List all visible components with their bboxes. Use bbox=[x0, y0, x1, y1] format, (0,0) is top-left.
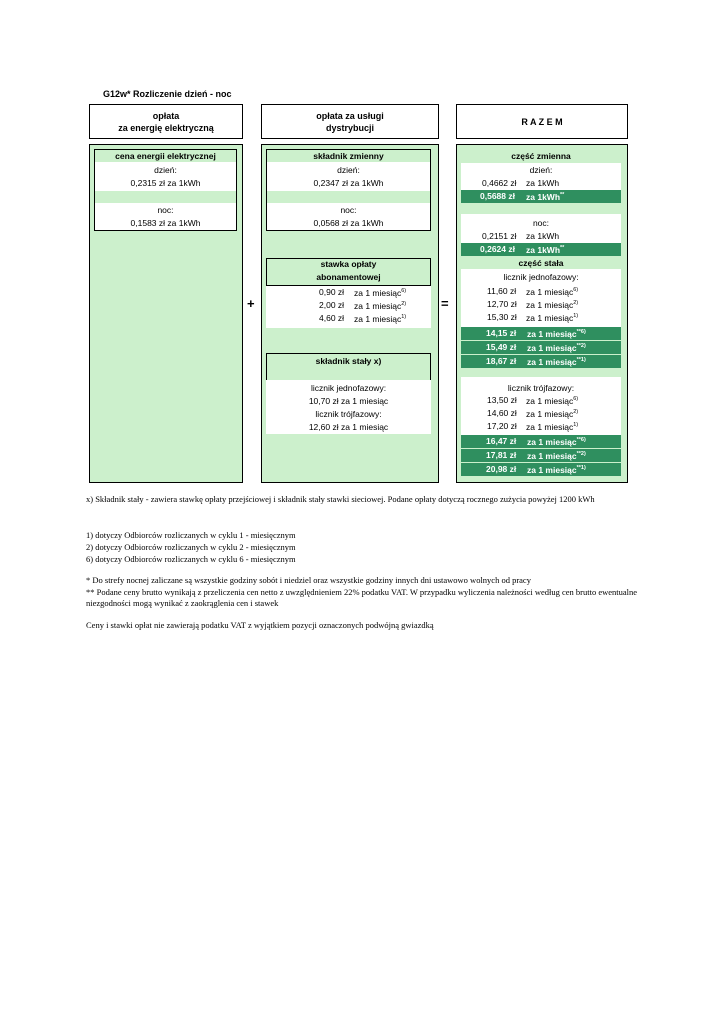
total-three-gross-row bbox=[461, 435, 621, 448]
subscription-unit: za 1 miesiąc$^{6)}$ bbox=[354, 288, 407, 298]
total-three-phase-label: licznik trójfazowy: bbox=[507, 383, 575, 393]
total-three-unit: za 1 miesiąc$^{6)}$ bbox=[526, 396, 579, 406]
header-energy-line1: opłata bbox=[152, 110, 180, 121]
subscription-unit: za 1 miesiąc$^{1)}$ bbox=[354, 314, 407, 324]
subscription-amount: 2,00 zł bbox=[319, 300, 345, 310]
subscription-label-2: abonamentowej bbox=[316, 272, 381, 282]
header-distribution bbox=[261, 104, 439, 139]
page-title: G12w* Rozliczenie dzień - noc bbox=[103, 89, 232, 99]
header-distribution-line2: dystrybucji bbox=[325, 122, 374, 133]
footnote-vat: Ceny i stawki opłat nie zawierają podatku VAT z wyjątkiem pozycji oznaczonych podwójną gwiazdką bbox=[86, 620, 434, 630]
total-single-gross-amount: 18,67 zł bbox=[486, 356, 517, 366]
total-single-amount: 15,30 zł bbox=[487, 312, 517, 322]
fixed-component-label: składnik stały x) bbox=[315, 356, 382, 366]
total-night-amount: 0,2151 zł bbox=[482, 231, 517, 241]
energy-night-label: noc: bbox=[157, 205, 174, 215]
total-day-gross-unit: za 1kWh** bbox=[526, 192, 565, 202]
total-single-phase-label: licznik jednofazowy: bbox=[503, 272, 579, 282]
plus-sign: + bbox=[247, 296, 255, 311]
total-three-unit: za 1 miesiąc$^{2)}$ bbox=[526, 409, 579, 419]
footnote-6: 6) dotyczy Odbiorców rozliczanych w cyklu 6 - miesięcznym bbox=[86, 554, 296, 564]
total-single-gross-amount: 14,15 zł bbox=[486, 328, 517, 338]
subscription-label-1: stawka opłaty bbox=[320, 259, 377, 269]
dist-single-phase-value: 10,70 zł za 1 miesiąc bbox=[308, 396, 389, 406]
total-single-unit: za 1 miesiąc$^{2)}$ bbox=[526, 300, 579, 310]
total-night-gross-unit: za 1kWh** bbox=[526, 245, 565, 255]
total-single-unit: za 1 miesiąc$^{6)}$ bbox=[526, 287, 579, 297]
total-single-amount: 11,60 zł bbox=[487, 286, 517, 296]
total-single-gross-row bbox=[461, 355, 621, 368]
total-three-amount: 13,50 zł bbox=[487, 395, 517, 405]
total-single-gross-unit: za 1 miesiąc$^{**6)}$ bbox=[527, 329, 586, 339]
total-three-gross-row bbox=[461, 449, 621, 462]
footnote-2: 2) dotyczy Odbiorców rozliczanych w cyklu 2 - miesięcznym bbox=[86, 542, 296, 552]
total-single-gross-unit: za 1 miesiąc$^{**2)}$ bbox=[527, 343, 586, 353]
header-energy bbox=[89, 104, 243, 139]
footnote-star: * Do strefy nocnej zaliczane są wszystkie godziny sobót i niedziel oraz wszystkie godziny innych dni ustawowo wolnych od pracy bbox=[86, 575, 531, 585]
dist-gap bbox=[267, 191, 430, 203]
total-night-unit: za 1kWh bbox=[526, 231, 560, 241]
dist-three-phase-value: 12,60 zł za 1 miesiąc bbox=[308, 422, 389, 432]
total-three-gross-unit: za 1 miesiąc$^{**2)}$ bbox=[527, 451, 586, 461]
total-three-amount: 14,60 zł bbox=[487, 408, 517, 418]
total-day-gross-row bbox=[461, 190, 621, 203]
energy-gap bbox=[95, 191, 236, 203]
total-single-unit: za 1 miesiąc$^{1)}$ bbox=[526, 313, 579, 323]
total-single-gross-row bbox=[461, 327, 621, 340]
total-single-gross-amount: 15,49 zł bbox=[486, 342, 517, 352]
energy-price-label: cena energii elektrycznej bbox=[115, 151, 216, 161]
energy-night-value: 0,1583 zł za 1kWh bbox=[130, 218, 201, 228]
energy-day-label: dzień: bbox=[154, 165, 177, 175]
footnote-1: 1) dotyczy Odbiorców rozliczanych w cyklu 1 - miesięcznym bbox=[86, 530, 296, 540]
total-fixed-label: część stała bbox=[518, 258, 564, 268]
total-day-unit: za 1kWh bbox=[526, 178, 560, 188]
footnote-double-star: ** Podane ceny brutto wynikają z przeliczenia cen netto z uwzględnieniem 22% podatku VAT. W przypadku wyliczenia należności według cen brutto ewentualne niezgodności mogą wynikać z zaokrąglenia cen i stawek bbox=[86, 587, 638, 608]
total-single-gross-row bbox=[461, 341, 621, 354]
dist-single-phase-label: licznik jednofazowy: bbox=[310, 383, 387, 393]
total-day-gross-amount: 0,5688 zł bbox=[480, 191, 515, 201]
dist-day-label: dzień: bbox=[337, 165, 360, 175]
dist-three-phase-label: licznik trójfazowy: bbox=[315, 409, 382, 419]
subscription-amount: 4,60 zł bbox=[319, 313, 345, 323]
dist-night-label: noc: bbox=[340, 205, 357, 215]
total-day-amount: 0,4662 zł bbox=[482, 178, 517, 188]
subscription-amount: 0,90 zł bbox=[319, 287, 345, 297]
total-three-gross-amount: 20,98 zł bbox=[486, 464, 517, 474]
total-three-amount: 17,20 zł bbox=[487, 421, 517, 431]
total-three-unit: za 1 miesiąc$^{1)}$ bbox=[526, 422, 579, 432]
header-total-label: R A Z E M bbox=[521, 116, 563, 127]
header-total bbox=[456, 104, 628, 139]
total-night-gross-row bbox=[461, 243, 621, 256]
total-three-gross-amount: 16,47 zł bbox=[486, 436, 517, 446]
variable-component-label: składnik zmienny bbox=[313, 151, 384, 161]
energy-day-value: 0,2315 zł za 1kWh bbox=[130, 178, 201, 188]
dist-day-value: 0,2347 zł za 1kWh bbox=[313, 178, 384, 188]
header-energy-line2: za energię elektryczną bbox=[118, 122, 214, 133]
total-day-label: dzień: bbox=[529, 165, 553, 175]
total-three-gross-unit: za 1 miesiąc$^{**1)}$ bbox=[527, 465, 586, 475]
dist-night-value: 0,0568 zł za 1kWh bbox=[313, 218, 384, 228]
total-three-gross-row bbox=[461, 463, 621, 476]
total-night-gross-amount: 0,2624 zł bbox=[480, 244, 515, 254]
total-variable-label: część zmienna bbox=[511, 151, 571, 161]
total-night-label: noc: bbox=[532, 218, 550, 228]
equals-sign: = bbox=[441, 296, 449, 311]
total-single-gross-unit: za 1 miesiąc$^{**1)}$ bbox=[527, 357, 586, 367]
subscription-unit: za 1 miesiąc$^{2)}$ bbox=[354, 301, 407, 311]
footnote-x: x) Składnik stały - zawiera stawkę opłaty przejściowej i składnik stały stawki sieciowej. Podane opłaty dotyczą rocznego zużycia powyżej 1200 kWh bbox=[86, 494, 595, 504]
total-single-amount: 12,70 zł bbox=[487, 299, 517, 309]
total-three-gross-amount: 17,81 zł bbox=[486, 450, 517, 460]
header-distribution-line1: opłata za usługi bbox=[316, 110, 384, 121]
total-three-gross-unit: za 1 miesiąc$^{**6)}$ bbox=[527, 437, 586, 447]
